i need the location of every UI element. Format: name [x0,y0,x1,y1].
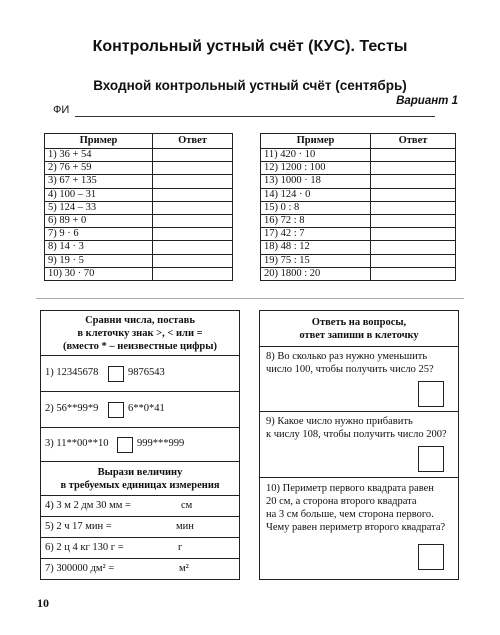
example-cell: 20) 1800 : 20 [261,267,371,280]
compare-item [41,392,239,428]
convert-expression: 5) 2 ч 17 мин = [45,521,112,532]
question-item [260,412,458,478]
sign-input-box[interactable] [108,366,124,382]
question-item [260,347,458,412]
example-cell: 8) 14 · 3 [45,241,153,254]
section-divider [36,298,464,299]
example-cell: 13) 1000 · 18 [261,175,371,188]
sign-input-box[interactable] [108,402,124,418]
answer-cell[interactable] [371,188,456,201]
questions-header [260,311,458,347]
compare-header-line: Сравни числа, поставь [85,315,195,326]
answer-cell[interactable] [153,162,233,175]
answer-cell[interactable] [153,241,233,254]
section-subtitle: Входной контрольный устный счёт (сентябрь) [93,78,407,93]
convert-item [41,559,239,580]
answer-cell[interactable] [153,228,233,241]
table-row [261,149,456,162]
name-field-line[interactable] [75,116,435,117]
table-row [261,241,456,254]
table-row [261,254,456,267]
table-row [261,175,456,188]
questions-header-line: ответ запиши в клеточку [299,330,419,341]
example-cell: 7) 9 · 6 [45,228,153,241]
convert-item [41,538,239,559]
table-row [45,201,233,214]
answer-cell[interactable] [371,241,456,254]
table-row [45,149,233,162]
question-text: 8) Во сколько раз нужно уменьшить [266,351,428,362]
table-row [45,254,233,267]
convert-item [41,517,239,538]
column-header-answer: Ответ [153,134,233,149]
answer-cell[interactable] [371,175,456,188]
answer-cell[interactable] [371,214,456,227]
example-cell: 18) 48 : 12 [261,241,371,254]
page-number: 10 [37,596,49,610]
convert-header [41,462,239,496]
compare-convert-panel [40,310,240,580]
answer-cell[interactable] [153,201,233,214]
compare-item [41,356,239,392]
answer-cell[interactable] [371,162,456,175]
answer-box[interactable] [418,446,444,472]
example-cell: 3) 67 + 135 [45,175,153,188]
compare-header-line: в клеточку знак >, < или = [77,328,203,339]
examples-table-left [44,133,233,281]
compare-left-value: 2) 56**99*9 [45,403,99,414]
table-row [261,201,456,214]
examples-table-right [260,133,456,281]
example-cell: 4) 100 – 31 [45,188,153,201]
example-cell: 2) 76 + 59 [45,162,153,175]
table-row [45,267,233,280]
question-text: число 100, чтобы получить число 25? [266,364,434,375]
answer-cell[interactable] [371,201,456,214]
compare-header-line: (вместо * – неизвестные цифры) [63,341,217,352]
example-cell: 5) 124 – 33 [45,201,153,214]
table-row [45,162,233,175]
question-text: на 3 см больше, чем сторона первого. [266,509,434,520]
table-row [45,188,233,201]
column-header-answer: Ответ [371,134,456,149]
answer-cell[interactable] [153,267,233,280]
compare-left-value: 1) 12345678 [45,367,99,378]
table-row [261,214,456,227]
example-cell: 12) 1200 : 100 [261,162,371,175]
example-cell: 19) 75 : 15 [261,254,371,267]
example-cell: 1) 36 + 54 [45,149,153,162]
name-field-label: ФИ [53,104,70,116]
answer-cell[interactable] [371,254,456,267]
compare-header [41,311,239,356]
convert-expression: 6) 2 ц 4 кг 130 г = [45,542,124,553]
answer-box[interactable] [418,544,444,570]
answer-cell[interactable] [153,188,233,201]
questions-header-line: Ответь на вопросы, [311,317,407,328]
convert-item [41,496,239,517]
example-cell: 11) 420 · 10 [261,149,371,162]
table-row [45,214,233,227]
table-row [261,267,456,280]
compare-left-value: 3) 11**00**10 [45,438,109,449]
variant-label: Вариант 1 [396,95,458,107]
answer-cell[interactable] [153,175,233,188]
example-cell: 10) 30 · 70 [45,267,153,280]
answer-box[interactable] [418,381,444,407]
answer-cell[interactable] [371,228,456,241]
compare-right-value: 6**0*41 [128,403,165,414]
example-cell: 15) 0 : 8 [261,201,371,214]
question-text: к числу 108, чтобы получить число 200? [266,429,447,440]
example-cell: 9) 19 · 5 [45,254,153,267]
answer-cell[interactable] [371,267,456,280]
question-text: Чему равен периметр второго квадрата? [266,522,446,533]
question-item [260,478,458,580]
table-row [45,241,233,254]
convert-unit: г [178,542,183,553]
example-cell: 14) 124 · 0 [261,188,371,201]
table-row [261,188,456,201]
answer-cell[interactable] [153,214,233,227]
answer-cell[interactable] [153,149,233,162]
example-cell: 16) 72 : 8 [261,214,371,227]
table-row [261,162,456,175]
table-row [45,175,233,188]
page-title: Контрольный устный счёт (КУС). Тесты [92,38,408,55]
convert-header-line: Вырази величину [97,467,183,478]
compare-item [41,428,239,462]
answer-cell[interactable] [153,254,233,267]
example-cell: 6) 89 + 0 [45,214,153,227]
question-text: 10) Периметр первого квадрата равен [266,483,434,494]
column-header-example: Пример [261,134,371,149]
convert-unit: м² [179,563,189,574]
table-row [261,228,456,241]
question-text: 20 см, а сторона второго квадрата [266,496,417,507]
convert-expression: 7) 300000 дм² = [45,563,115,574]
question-text: 9) Какое число нужно прибавить [266,416,413,427]
convert-header-line: в требуемых единицах измерения [60,480,220,491]
table-row [45,228,233,241]
example-cell: 17) 42 : 7 [261,228,371,241]
column-header-example: Пример [45,134,153,149]
convert-unit: мин [176,521,194,532]
sign-input-box[interactable] [117,437,133,453]
answer-cell[interactable] [371,149,456,162]
questions-panel [259,310,459,580]
compare-right-value: 999***999 [137,438,185,449]
compare-right-value: 9876543 [128,367,165,378]
convert-expression: 4) 3 м 2 дм 30 мм = [45,500,131,511]
convert-unit: см [181,500,193,511]
